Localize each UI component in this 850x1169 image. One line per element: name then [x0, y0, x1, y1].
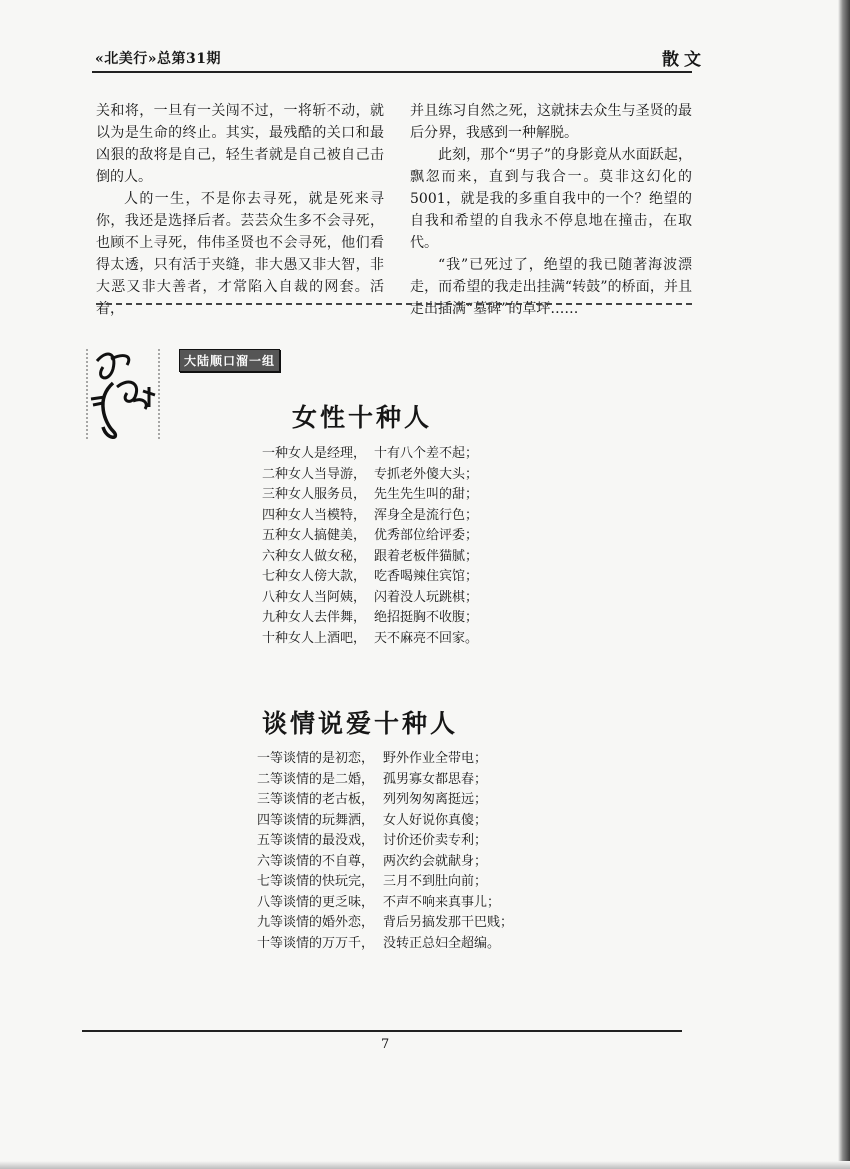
poem-line	[262, 608, 478, 629]
poem-line-first: 四等谈情的玩舞洒，	[257, 812, 375, 828]
section-divider	[96, 303, 692, 305]
poem-line-second: 列列匆匆离挺远；	[383, 792, 488, 807]
poem-line	[262, 547, 478, 568]
poem-line	[262, 485, 478, 506]
poem-love-ten-types	[257, 749, 513, 954]
poem-line-first: 三种女人服务员，	[262, 487, 367, 502]
poem-line	[257, 749, 513, 770]
poem-line-second: 吃香喝辣住宾馆；	[374, 569, 479, 584]
scan-shadow-bottom	[0, 1161, 850, 1169]
poem-line-second: 跟着老板伴猫腻；	[374, 548, 479, 564]
section-label: 散文	[662, 50, 706, 70]
poem-line	[262, 567, 478, 588]
poem-line-second: 讨价还价卖专利；	[383, 833, 488, 848]
poem-line	[262, 588, 478, 609]
poem-line	[257, 811, 513, 832]
poem-line	[262, 526, 478, 547]
poem-line-first: 二等谈情的是二婚，	[257, 771, 375, 787]
poem-line-first: 七等谈情的快玩完，	[257, 874, 375, 889]
poem-line-second: 没转正总妇全超编。	[383, 935, 501, 951]
footer-divider	[82, 1030, 682, 1032]
poem-line-first: 三等谈情的老古板，	[257, 792, 375, 807]
poem-line-first: 十种女人上酒吧，	[262, 630, 367, 646]
header-divider	[92, 71, 692, 73]
poem-line-first: 十等谈情的万万千，	[257, 935, 375, 951]
poem-line-second: 十有八个差不起；	[374, 446, 479, 461]
page-number: 7	[381, 1037, 390, 1052]
poem-line-first: 八种女人当阿姨，	[262, 589, 367, 605]
brush-calligraphy-icon	[83, 343, 163, 443]
poem-line	[262, 444, 478, 465]
poem-line	[257, 934, 513, 955]
poem-line-first: 六等谈情的不自尊，	[257, 853, 375, 869]
poem-line	[262, 506, 478, 527]
poem-line-first: 五等谈情的最没戏，	[257, 833, 375, 848]
calligraphy-logo	[83, 343, 163, 443]
essay-paragraph: 并且练习自然之死，这就抹去众生与圣贤的最后分界，我感到一种解脱。	[410, 103, 692, 141]
poem-line-second: 闪着没人玩跳棋；	[374, 589, 479, 605]
poem-line-second: 背后另搞发那干巴贱；	[383, 915, 514, 930]
poem-line-second: 两次约会就献身；	[383, 853, 488, 869]
poem-line	[257, 770, 513, 791]
essay-column-left	[96, 100, 384, 320]
poem-line-second: 先生先生叫的甜；	[374, 487, 479, 502]
publication-header: «北美行»总第31期	[95, 51, 221, 67]
poem-line	[257, 893, 513, 914]
poem-line-first: 六种女人做女秘，	[262, 548, 367, 564]
essay-column-right	[410, 100, 692, 320]
poem-line-second: 专抓老外傻大头；	[374, 466, 479, 482]
essay-paragraph: “我”已死过了，绝望的我已随著海波漂走，而希望的我走出挂满“转鼓”的桥面，并且走出插满“墓碑”的草坪……	[410, 257, 692, 317]
poem-line	[257, 790, 513, 811]
poem-line-first: 一等谈情的是初恋，	[257, 751, 375, 766]
poem-line-second: 不声不响来真事儿；	[383, 894, 501, 910]
poem-line-first: 一种女人是经理，	[262, 446, 367, 461]
poem-line-first: 九种女人去伴舞，	[262, 610, 367, 625]
poem-line	[257, 852, 513, 873]
poem-line-first: 四种女人当模特，	[262, 507, 367, 523]
scan-shadow-right	[838, 0, 850, 1169]
column-tag: 大陆顺口溜一组	[179, 349, 280, 372]
poem-line	[257, 872, 513, 893]
poem-line-second: 优秀部位给评委；	[374, 528, 479, 543]
poem-line	[257, 831, 513, 852]
poem-line-second: 孤男寡女都思春；	[383, 771, 488, 787]
poem-line-first: 九等谈情的婚外恋，	[257, 915, 375, 930]
poem-line-first: 八等谈情的更乏味，	[257, 894, 375, 910]
essay-paragraph: 人的一生，不是你去寻死，就是死来寻你，我还是选择后者。芸芸众生多不会寻死，也顾不上寻死，伟伟圣贤也不会寻死，他们看得太透，只有活于夹缝，非大愚又非大智，非大恶又非大善者，才常陷入自裁的网套。活着，	[96, 191, 384, 317]
poem-women-ten-types	[262, 444, 478, 649]
poem-line-second: 野外作业全带电；	[383, 751, 488, 766]
poem-title: 女性十种人	[292, 403, 433, 432]
poem-line	[262, 629, 478, 650]
poem-line	[262, 465, 478, 486]
poem-line-second: 绝招挺胸不收腹；	[374, 610, 479, 625]
poem-line-first: 二种女人当导游，	[262, 466, 367, 482]
poem-line-second: 天不麻亮不回家。	[374, 630, 479, 646]
essay-paragraph: 关和将，一旦有一关闯不过，一将斩不动，就以为是生命的终止。其实，最残酷的关口和最凶狠的敌将是自己，轻生者就是自己被自己击倒的人。	[96, 103, 384, 185]
poem-line-second: 三月不到肚向前；	[383, 874, 488, 889]
poem-line-first: 五种女人搞健美，	[262, 528, 367, 543]
poem-line-second: 女人好说你真傻；	[383, 812, 488, 828]
poem-line-first: 七种女人傍大款，	[262, 569, 367, 584]
essay-paragraph: 此刻，那个“男子”的身影竟从水面跃起，飘忽而来，直到与我合一。莫非这幻化的5001，就是我的多重自我中的一个？绝望的自我和希望的自我永不停息地在撞击，在取代。	[410, 147, 692, 251]
poem-title: 谈情说爱十种人	[262, 709, 459, 738]
poem-line	[257, 913, 513, 934]
poem-line-second: 浑身全是流行色；	[374, 507, 479, 523]
